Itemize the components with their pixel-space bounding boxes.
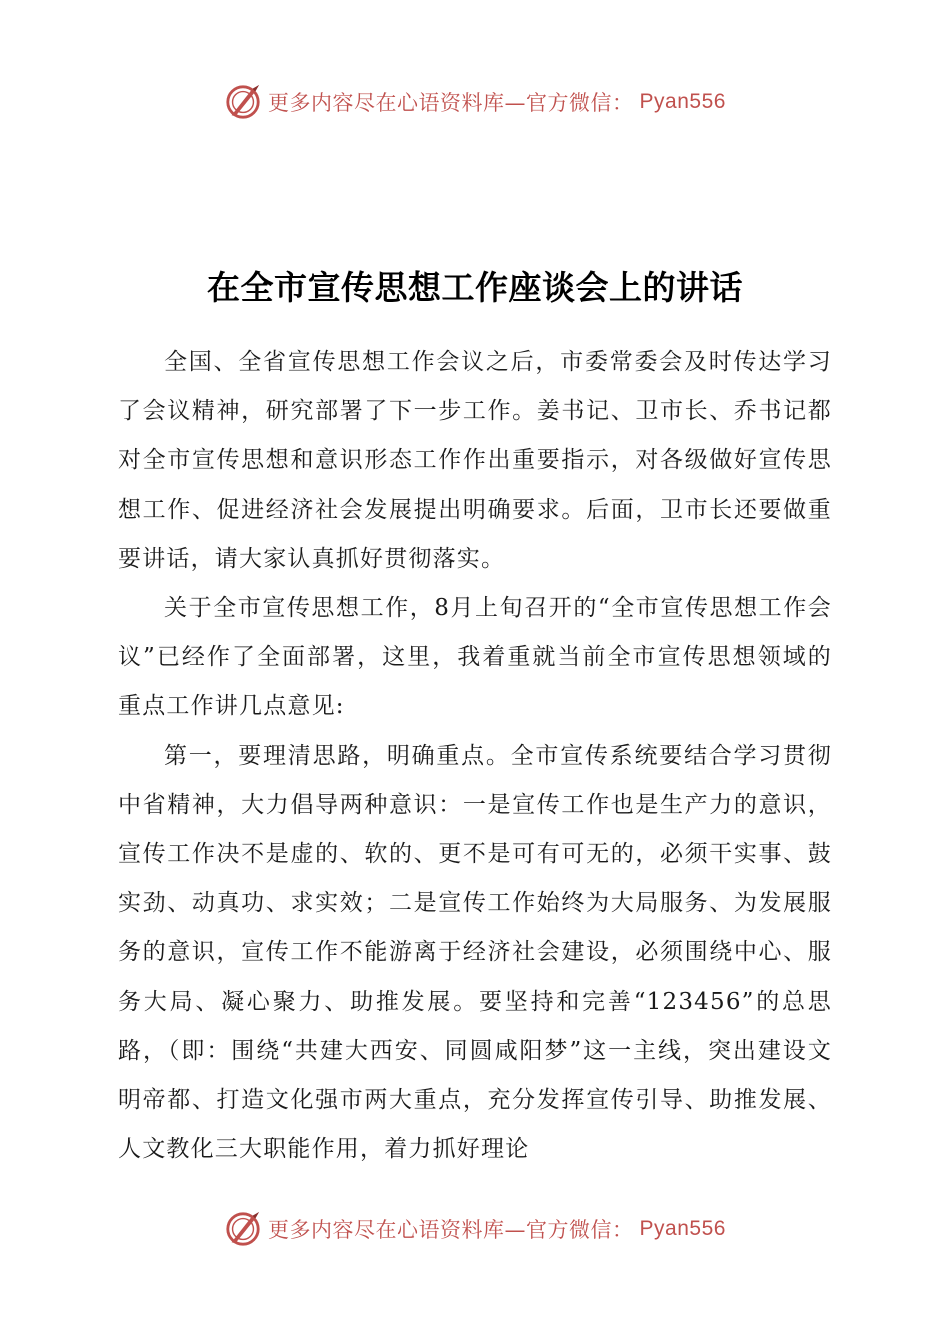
footer-banner — [0, 1209, 950, 1249]
quill-logo-icon — [224, 1210, 262, 1248]
header-banner — [0, 82, 950, 122]
banner-text: 更多内容尽在心语资料库—官方微信： — [268, 1218, 634, 1242]
paragraph: 全国、全省宣传思想工作会议之后，市委常委会及时传达学习了会议精神，研究部署了下一步工作。姜书记、卫市长、乔书记都对全市宣传思想和意识形态工作作出重要指示，对各级做好宣传思想工作、促进经济社会发展提出明确要求。后面，卫市长还要做重要讲话，请大家认真抓好贯彻落实。 — [118, 349, 832, 572]
paragraph: 第一，要理清思路，明确重点。全市宣传系统要结合学习贯彻中省精神，大力倡导两种意识：一是宣传工作也是生产力的意识，宣传工作决不是虚的、软的、更不是可有可无的，必须干实事、鼓实劲、动真功、求实效；二是宣传工作始终为大局服务、为发展服务的意识，宣传工作不能游离于经济社会建设，必须围绕中心、服务大局、凝心聚力、助推发展。要坚持和完善“123456”的总思路，（即：围绕“共建大西安、同圆咸阳梦”这一主线，突出建设文明帝都、打造文化强市两大重点，充分发挥宣传引导、助推发展、人文教化三大职能作用，着力抓好理论 — [118, 742, 832, 1163]
document-body — [118, 338, 832, 1174]
banner-handle: Pyan556 — [639, 90, 726, 113]
document-title: 在全市宣传思想工作座谈会上的讲话 — [207, 268, 743, 307]
banner-handle: Pyan556 — [639, 1217, 726, 1240]
quill-logo-icon — [224, 83, 262, 121]
banner-text: 更多内容尽在心语资料库—官方微信： — [268, 91, 634, 115]
paragraph: 关于全市宣传思想工作，8月上旬召开的“全市宣传思想工作会议”已经作了全面部署，这里，我着重就当前全市宣传思想领域的重点工作讲几点意见: — [118, 595, 832, 720]
